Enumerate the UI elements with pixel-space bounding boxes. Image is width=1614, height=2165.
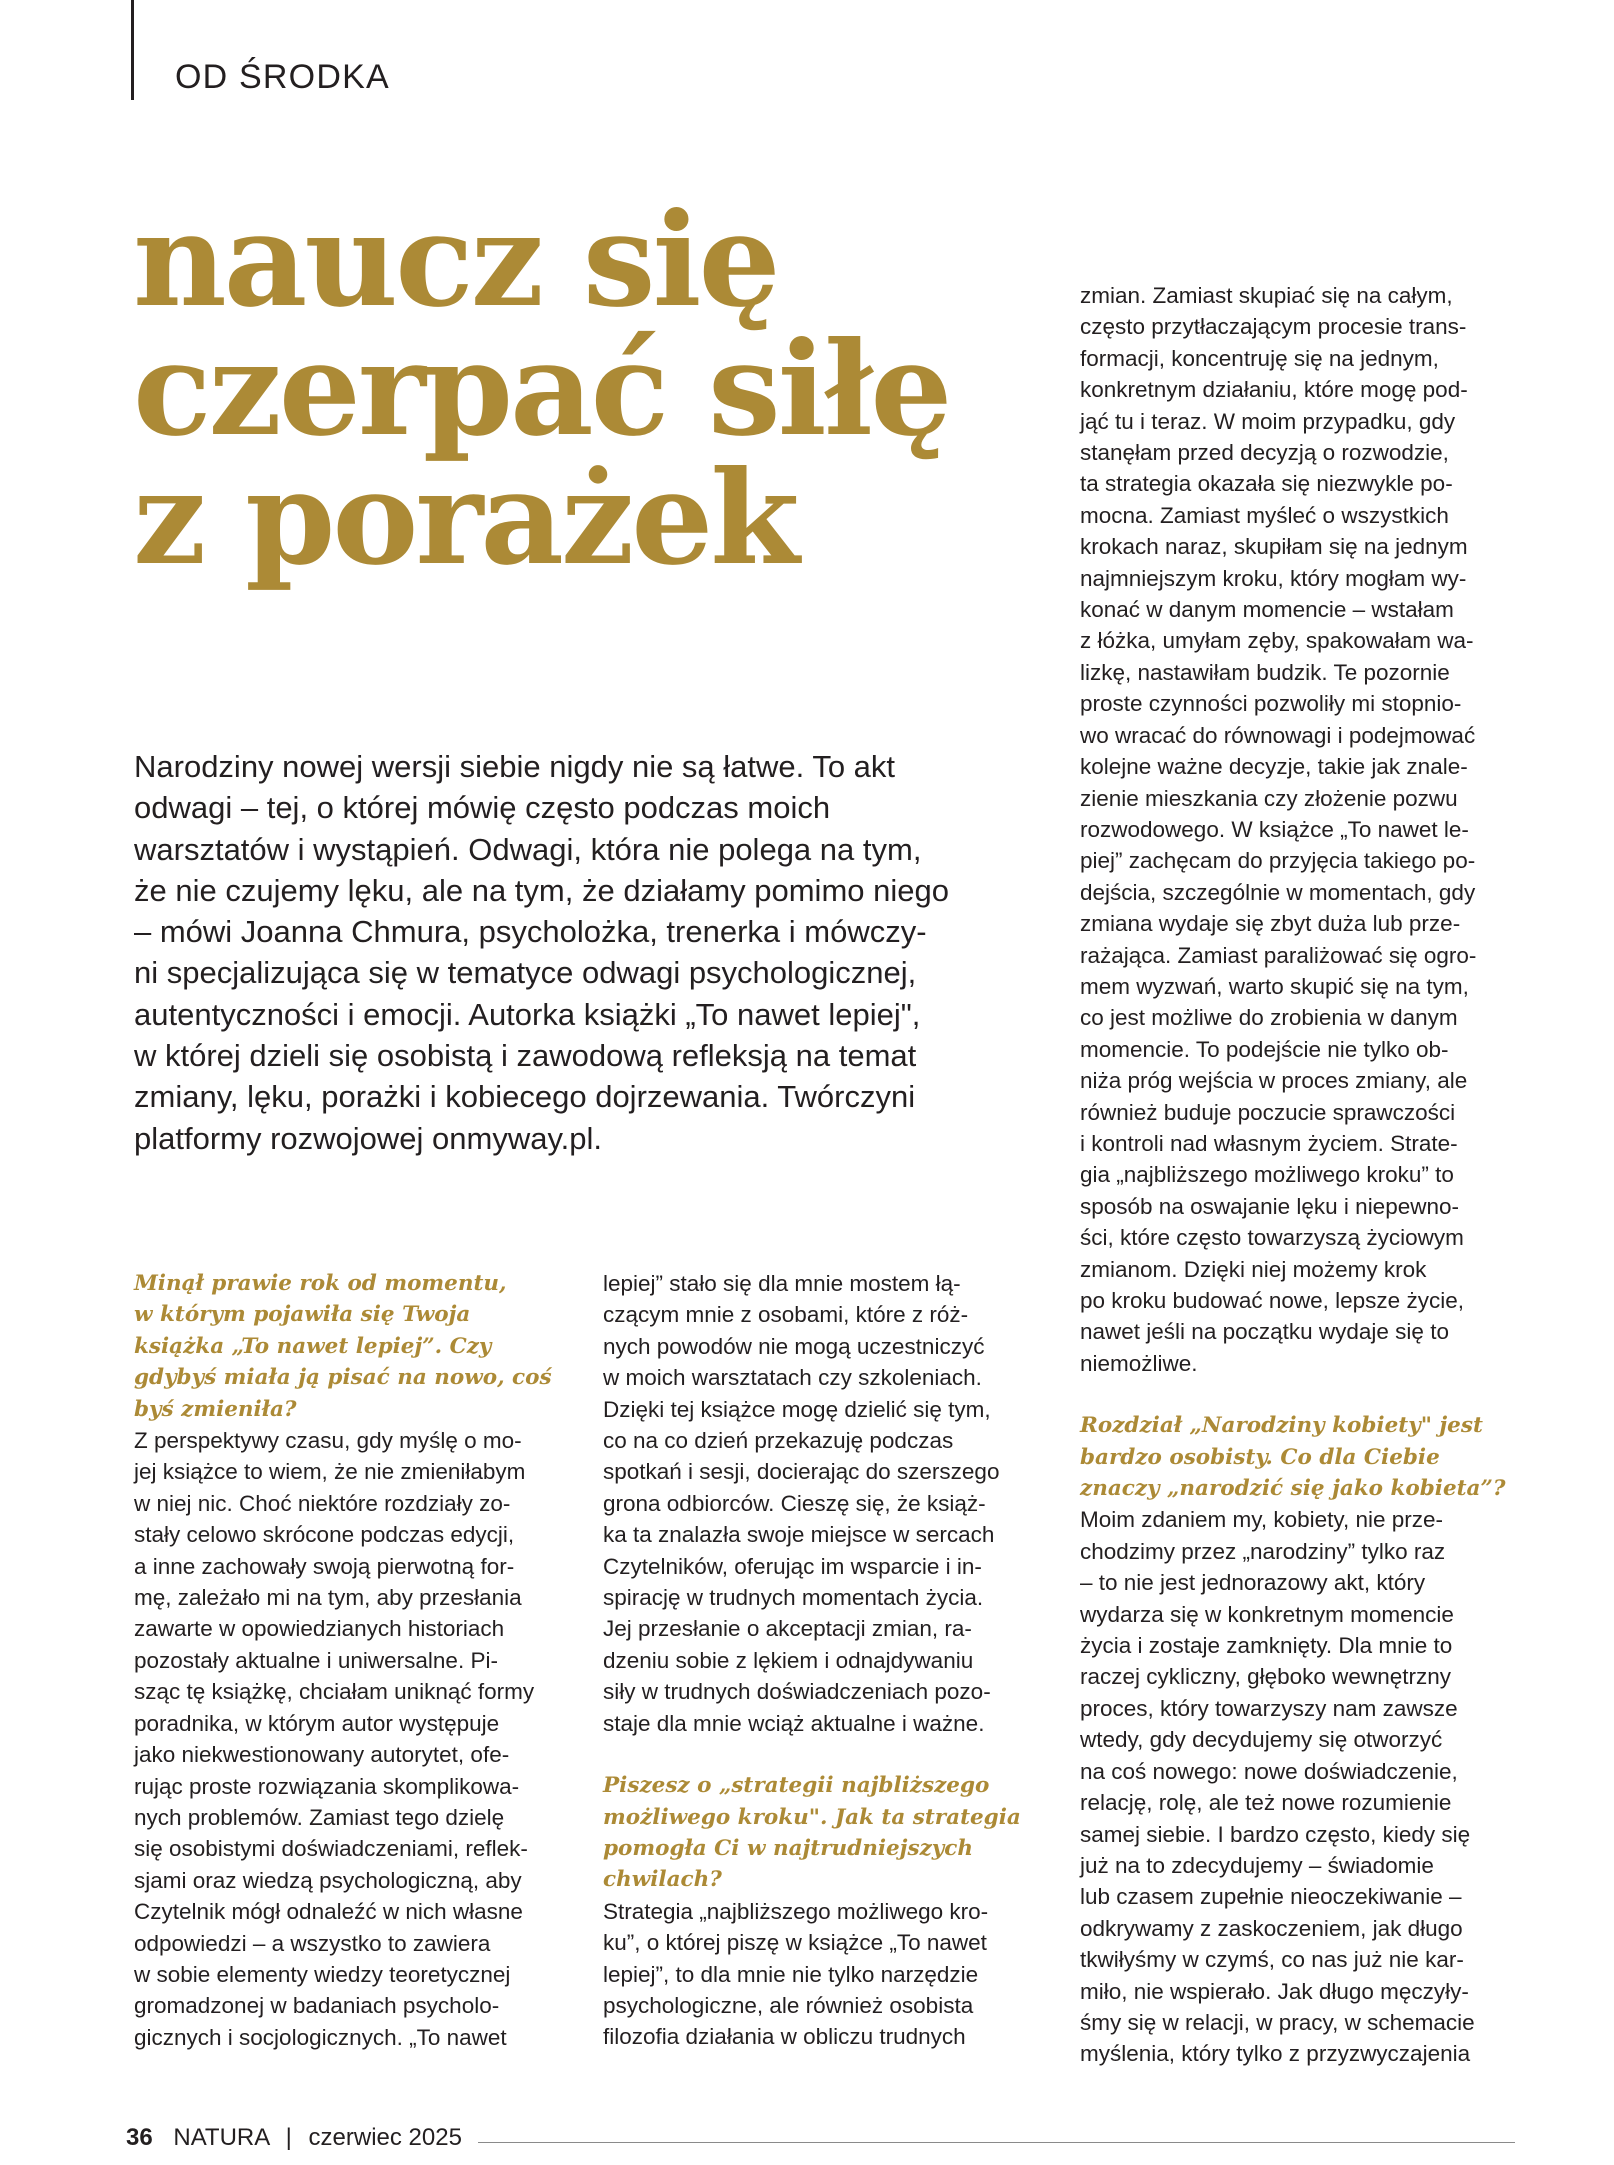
text-line: Czytelnik mógł odnaleźć w nich własne <box>134 1899 523 1925</box>
text-line: w moich warsztatach czy szkoleniach. <box>603 1365 982 1391</box>
text-line: Rozdział „Narodziny kobiety" jest <box>1080 1413 1483 1439</box>
text-line: książka „To nawet lepiej”. Czy <box>134 1333 492 1359</box>
text-line: co na co dzień przekazuję podczas <box>603 1428 954 1454</box>
text-line: lub czasem zupełnie nieoczekiwanie – <box>1080 1884 1462 1910</box>
text-line: filozofia działania w obliczu trudnych <box>603 2024 966 2050</box>
text-line: staje dla mnie wciąż aktualne i ważne. <box>603 1710 985 1736</box>
title-line: naucz się <box>133 185 778 336</box>
text-line: pomogła Ci w najtrudniejszych <box>603 1835 973 1861</box>
text-line: raczej cykliczny, głęboko wewnętrzny <box>1080 1664 1451 1690</box>
magazine-name: NATURA <box>173 2124 269 2151</box>
text-line: kolejne ważne decyzje, takie jak znale- <box>1080 754 1468 780</box>
text-line: czącym mnie z osobami, które z róż- <box>603 1302 969 1328</box>
lead-line: – mówi Joanna Chmura, psycholożka, trenerka i mówczy- <box>134 914 927 950</box>
text-line: Strategia „najbliższego możliwego kro- <box>603 1898 989 1924</box>
text-line: jej książce to wiem, że nie zmieniłabym <box>134 1459 526 1485</box>
text-line: nych powodów nie mogą uczestniczyć <box>603 1333 985 1359</box>
text-line: mem wyzwań, warto skupić się na tym, <box>1080 973 1469 999</box>
text-line: myślenia, który tylko z przyzwyczajenia <box>1080 2041 1471 2067</box>
text-line: pozostały aktualne i uniwersalne. Pi- <box>134 1647 498 1673</box>
text-line: odpowiedzi – a wszystko to zawiera <box>134 1930 491 1956</box>
answer-2 <box>603 1896 1028 2053</box>
text-line: psychologiczne, ale również osobista <box>603 1992 974 2018</box>
text-line: siły w trudnych doświadczeniach pozo- <box>603 1679 991 1705</box>
question-2 <box>603 1770 1028 1896</box>
text-line: ta strategia okazała się niezwykle po- <box>1080 471 1453 497</box>
text-line: piej” zachęcam do przyjęcia takiego po- <box>1080 848 1476 874</box>
text-line: poradnika, w którym autor występuje <box>134 1710 500 1736</box>
text-line: rażająca. Zamiast paraliżować się ogro- <box>1080 942 1477 968</box>
text-line: miło, nie wspierało. Jak długo męczyły- <box>1080 1978 1469 2004</box>
text-line: relację, rolę, ale też nowe rozumienie <box>1080 1790 1452 1816</box>
title-line: z porażek <box>133 443 797 594</box>
text-line: na coś nowego: nowe doświadczenie, <box>1080 1758 1458 1784</box>
text-line: lizkę, nastawiłam budzik. Te pozornie <box>1080 659 1450 685</box>
lead-line: Narodziny nowej wersji siebie nigdy nie są łatwe. To akt <box>134 749 896 784</box>
text-line: Piszesz o „strategii najbliższego <box>603 1773 990 1799</box>
text-line: niża próg wejścia w proces zmiany, ale <box>1080 1068 1468 1094</box>
page-footer <box>126 2124 462 2152</box>
text-line: dzeniu sobie z lękiem i odnajdywaniu <box>603 1647 974 1673</box>
text-line: rozwodowego. W książce „To nawet le- <box>1080 816 1469 842</box>
text-line: stały celowo skrócone podczas edycji, <box>134 1522 515 1548</box>
article-title <box>133 185 1073 594</box>
text-line: chwilach? <box>603 1867 722 1893</box>
text-line: Minął prawie rok od momentu, <box>134 1271 507 1296</box>
text-line: ku”, o której piszę w książce „To nawet <box>603 1930 987 1956</box>
text-line: wtedy, gdy decydujemy się otworzyć <box>1080 1727 1443 1753</box>
text-line: wo wracać do równowagi i podejmować <box>1080 722 1476 748</box>
answer-1-continued <box>603 1268 1028 1739</box>
text-line: Moim zdaniem my, kobiety, nie prze- <box>1080 1507 1444 1533</box>
section-label: OD ŚRODKA <box>175 58 390 96</box>
text-line: znaczy „narodzić się jako kobieta”? <box>1080 1476 1506 1502</box>
text-line: nawet jeśli na początku wydaje się to <box>1080 1319 1449 1345</box>
text-line: ka ta znalazła swoje miejsce w sercach <box>603 1522 995 1548</box>
text-line: a inne zachowały swoją pierwotną for- <box>134 1553 515 1579</box>
text-line: sposób na oswajanie lęku i niepewno- <box>1080 1193 1459 1219</box>
text-line: proces, który towarzyszy nam zawsze <box>1080 1695 1458 1721</box>
text-line: gromadzonej w badaniach psycholo- <box>134 1993 500 2019</box>
text-line: bardzo osobisty. Co dla Ciebie <box>1080 1444 1440 1470</box>
text-line: w sobie elementy wiedzy teoretycznej <box>134 1961 511 1987</box>
question-3 <box>1080 1410 1510 1504</box>
text-line: co jest możliwe do zrobienia w danym <box>1080 1005 1458 1031</box>
lead-line: odwagi – tej, o której mówię często podczas moich <box>134 790 831 826</box>
text-line: stanęłam przed decyzją o rozwodzie, <box>1080 440 1449 466</box>
text-line: jako niekwestionowany autorytet, ofe- <box>134 1742 510 1768</box>
text-line: – to nie jest jednorazowy akt, który <box>1080 1570 1426 1596</box>
text-line: możliwego kroku". Jak ta strategia <box>603 1804 1021 1830</box>
text-line: chodzimy przez „narodziny” tylko raz <box>1080 1538 1446 1564</box>
page-number: 36 <box>126 2124 153 2151</box>
text-line: często przytłaczającym procesie trans- <box>1080 314 1467 340</box>
text-line: się osobistymi doświadczeniami, reflek- <box>134 1836 528 1862</box>
column-3 <box>1080 280 1510 2070</box>
text-line: tkwiłyśmy w czymś, co nas już nie kar- <box>1080 1947 1464 1973</box>
column-2 <box>603 1268 1028 2053</box>
text-line: z łóżka, umyłam zęby, spakowałam wa- <box>1080 628 1474 654</box>
text-line: odkrywamy z zaskoczeniem, jak długo <box>1080 1915 1463 1941</box>
answer-1 <box>134 1425 559 2053</box>
text-line: gia „najbliższego możliwego kroku” to <box>1080 1162 1454 1188</box>
lead-line: warsztatów i wystąpień. Odwagi, która nie polega na tym, <box>134 831 922 867</box>
lead-line: zmiany, lęku, porażki i kobiecego dojrzewania. Twórczyni <box>134 1079 916 1115</box>
text-line: wydarza się w konkretnym momencie <box>1080 1601 1454 1627</box>
text-line: zmian. Zamiast skupiać się na całym, <box>1080 283 1453 308</box>
lead-line: ni specjalizująca się w tematyce odwagi psychologicznej, <box>134 955 917 991</box>
text-line: w niej nic. Choć niektóre rozdziały zo- <box>134 1490 511 1516</box>
question-1 <box>134 1268 559 1425</box>
text-line: momencie. To podejście nie tylko ob- <box>1080 1036 1449 1062</box>
column-1 <box>134 1268 559 2053</box>
text-line: mę, zależało mi na tym, aby przesłania <box>134 1585 522 1611</box>
text-line: byś zmieniła? <box>134 1396 297 1422</box>
text-line: spirację w trudnych momentach życia. <box>603 1585 984 1611</box>
text-line: zmiana wydaje się zbyt duża lub prze- <box>1080 911 1461 937</box>
text-line: dejścia, szczególnie w momentach, gdy <box>1080 879 1476 905</box>
text-line: w którym pojawiła się Twoja <box>134 1302 471 1328</box>
text-line: Dzięki tej książce mogę dzielić się tym, <box>603 1396 991 1422</box>
text-line: Z perspektywy czasu, gdy myślę o mo- <box>134 1428 522 1454</box>
text-line: gdybyś miała ją pisać na nowo, coś <box>134 1365 552 1391</box>
lead-line: w której dzieli się osobistą i zawodową refleksją na temat <box>134 1038 917 1074</box>
footer-separator: | <box>285 2124 292 2151</box>
text-line: lepiej” stało się dla mnie mostem łą- <box>603 1271 961 1296</box>
lead-line: platformy rozwojowej onmyway.pl. <box>134 1120 603 1156</box>
text-line: niemożliwe. <box>1080 1350 1198 1376</box>
text-line: rując proste rozwiązania skomplikowa- <box>134 1773 520 1799</box>
text-line: gicznych i socjologicznych. „To nawet <box>134 2024 507 2050</box>
text-line: krokach naraz, skupiłam się na jednym <box>1080 534 1468 560</box>
text-line: spotkań i sesji, docierając do szerszego <box>603 1459 1000 1485</box>
text-line: sjami oraz wiedzą psychologiczną, aby <box>134 1867 522 1893</box>
footer-rule <box>478 2142 1515 2143</box>
text-line: zmianom. Dzięki niej możemy krok <box>1080 1256 1427 1282</box>
text-line: i kontroli nad własnym życiem. Strate- <box>1080 1130 1458 1156</box>
text-line: po kroku budować nowe, lepsze życie, <box>1080 1288 1464 1313</box>
text-line: ści, które często towarzyszą życiowym <box>1080 1225 1464 1251</box>
text-line: mocna. Zamiast myśleć o wszystkich <box>1080 502 1449 528</box>
text-line: zienie mieszkania czy złożenie pozwu <box>1080 785 1458 811</box>
text-line: zawarte w opowiedzianych historiach <box>134 1616 505 1642</box>
text-line: również buduje poczucie sprawczości <box>1080 1099 1456 1125</box>
text-line: sząc tę książkę, chciałam uniknąć formy <box>134 1679 535 1705</box>
text-line: lepiej”, to dla mnie nie tylko narzędzie <box>603 1961 979 1987</box>
text-line: Czytelników, oferując im wsparcie i in- <box>603 1553 982 1579</box>
text-line: formacji, koncentruję się na jednym, <box>1080 345 1439 371</box>
text-line: jąć tu i teraz. W moim przypadku, gdy <box>1080 408 1456 434</box>
text-line: życia i zostaje zamknięty. Dla mnie to <box>1080 1633 1453 1659</box>
text-line: grona odbiorców. Cieszę się, że książ- <box>603 1490 986 1516</box>
title-line: czerpać siłę <box>133 314 950 465</box>
answer-2-continued <box>1080 280 1510 1379</box>
text-line: najmniejszym kroku, który mogłam wy- <box>1080 565 1467 591</box>
text-line: konać w danym momencie – wstałam <box>1080 597 1454 623</box>
lead-line: że nie czujemy lęku, ale na tym, że działamy pomimo niego <box>134 872 949 908</box>
header-rule <box>131 0 134 100</box>
text-line: nych problemów. Zamiast tego dzielę <box>134 1804 505 1830</box>
text-line: śmy się w relacji, w pracy, w schemacie <box>1080 2009 1475 2035</box>
text-line: Jej przesłanie o akceptacji zmian, ra- <box>603 1616 972 1642</box>
issue-date: czerwiec 2025 <box>308 2124 462 2151</box>
text-line: konkretnym działaniu, które mogę pod- <box>1080 377 1468 403</box>
text-line: proste czynności pozwoliły mi stopnio- <box>1080 691 1462 717</box>
text-line: samej siebie. I bardzo często, kiedy się <box>1080 1821 1471 1847</box>
text-line: już na to zdecydujemy – świadomie <box>1080 1852 1434 1878</box>
lead-paragraph <box>134 746 1054 1159</box>
answer-3 <box>1080 1504 1510 2069</box>
lead-line: autentyczności i emocji. Autorka książki „To nawet lepiej", <box>134 996 921 1032</box>
